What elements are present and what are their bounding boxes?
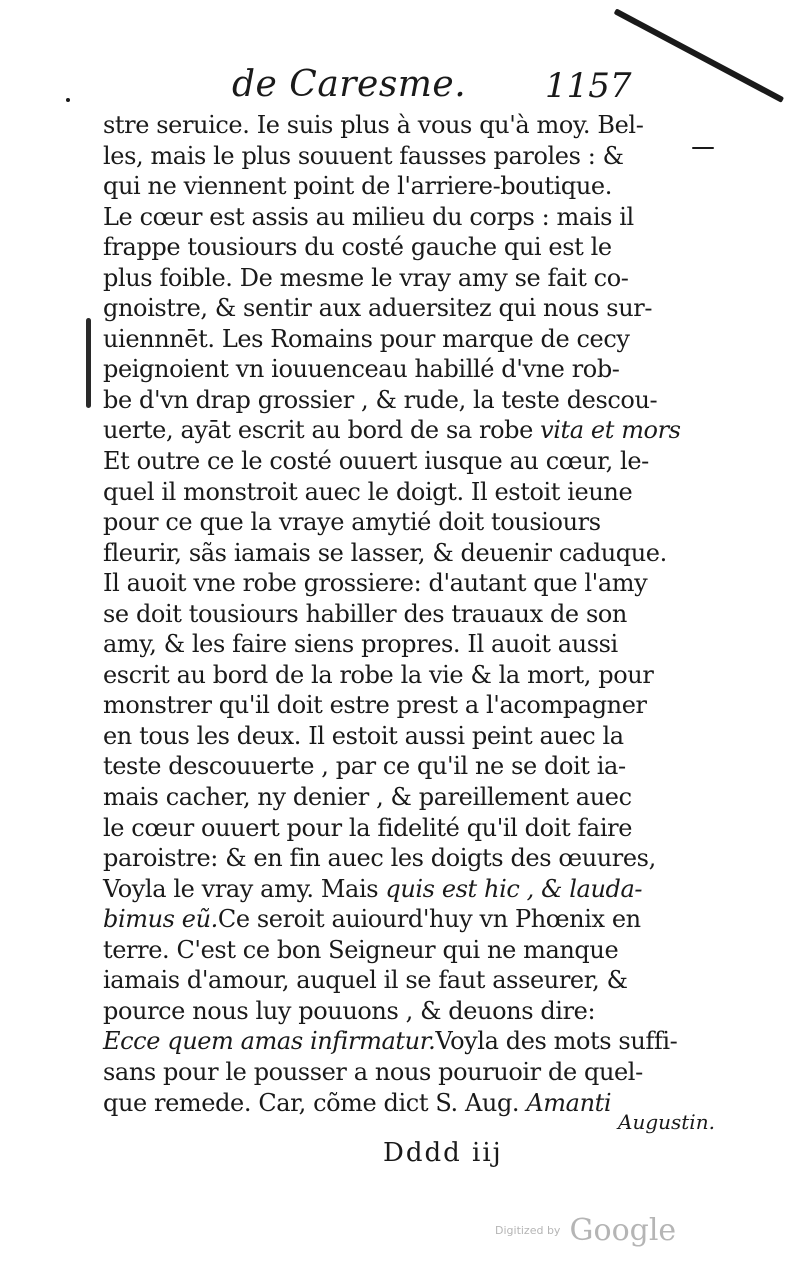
signature-mark: Dddd iij [383,1138,503,1168]
line-text: escrit au bord de la robe la vie & la mort, pour [103,660,654,689]
line-text: pource nous luy pouuons , & deuons dire: [103,996,596,1025]
line-text: plus foible. De mesme le vray amy se fait co- [103,263,629,292]
text-line [103,599,627,630]
line-text: uerte, ayāt escrit au bord de sa robe [103,416,541,445]
text-line [103,538,667,569]
line-text: monstrer qu'il doit estre prest a l'acompagner [103,691,647,720]
text-line [103,721,624,752]
text-line [103,874,643,905]
text-line [103,690,647,721]
text-line [103,415,681,446]
line-text: les, mais le plus souuent fausses paroles : & [103,141,624,170]
text-line [103,263,629,294]
line-text: gnoistre, & sentir aux aduersitez qui nous sur- [103,294,653,323]
line-text: Ce seroit auiourd'huy vn Phœnix en [217,905,641,934]
text-line [103,751,626,782]
text-line [103,1026,678,1057]
margin-note: Augustin. [618,1110,715,1134]
text-line [103,904,641,935]
latin-quotation: vita et mors [540,416,681,445]
latin-quotation: Amanti [526,1088,612,1117]
line-text: Le cœur est assis au milieu du corps : mais il [103,202,634,231]
text-line [103,568,648,599]
latin-quotation: quis est hic , & lauda- [385,874,643,903]
ink-speck [692,147,714,149]
line-text: peignoient vn iouuenceau habillé d'vne rob- [103,355,620,384]
line-text: stre seruice. Ie suis plus à vous qu'à moy. Bel- [103,111,644,139]
line-text: que remede. Car, cõme dict S. Aug. [103,1088,527,1117]
text-line [103,446,649,477]
text-line [103,935,619,966]
text-line [103,171,613,202]
margin-bracket-mark [86,318,91,408]
text-line [103,141,624,172]
text-line [103,843,656,874]
text-line [103,202,634,233]
line-text: uiennnēt. Les Romains pour marque de cecy [103,324,630,353]
text-line [103,1057,643,1088]
line-text: iamais d'amour, auquel il se faut asseurer, & [103,966,628,995]
line-text: paroistre: & en fin auec les doigts des œuures, [103,844,656,873]
latin-quotation: Ecce quem amas infirmatur. [103,1027,436,1056]
page-number: 1157 [545,66,632,106]
text-line [103,232,613,263]
line-text: se doit tousiours habiller des trauaux de son [103,599,627,628]
text-line [103,965,628,996]
line-text: qui ne viennent point de l'arriere-boutique. [103,172,612,201]
line-text: terre. C'est ce bon Seigneur qui ne manque [103,935,619,964]
line-text: amy, & les faire siens propres. Il auoit aussi [103,630,618,659]
line-text: fleurir, sãs iamais se lasser, & deuenir caduque. [103,538,667,567]
latin-quotation: bimus eũ. [103,905,218,934]
watermark-prefix: Digitized by [495,1224,561,1237]
text-line [103,507,613,538]
line-text: frappe tousiours du costé gauche qui est le [103,233,612,262]
line-text: mais cacher, ny denier , & pareillement auec [103,783,632,812]
body-text [103,110,681,1118]
text-line [103,996,613,1027]
line-text: quel il monstroit auec le doigt. Il estoit ieune [103,477,633,506]
digitized-watermark [495,1213,676,1248]
line-text: Il auoit vne robe grossiere: d'autant que l'amy [103,569,648,598]
line-text: en tous les deux. Il estoit aussi peint auec la [103,721,624,750]
line-text: sans pour le pousser a nous pouruoir de quel- [103,1057,643,1086]
ink-speck [66,98,70,102]
line-text: be d'vn drap grossier , & rude, la teste descou- [103,385,658,414]
line-text: Voyla le vray amy. Mais [103,874,386,903]
text-line [103,477,633,508]
line-text: Et outre ce le costé ouuert iusque au cœur, le- [103,447,649,476]
text-line [103,1088,613,1119]
text-line [103,629,618,660]
running-title: de Caresme. [232,64,467,105]
text-line [103,354,620,385]
text-line [103,813,632,844]
line-text: le cœur ouuert pour la fidelité qu'il doit faire [103,813,632,842]
text-line [103,660,654,691]
line-text: Voyla des mots suffi- [435,1027,678,1056]
line-text: teste descouuerte , par ce qu'il ne se doit ia- [103,752,626,781]
ink-smudge [614,8,785,102]
text-line [103,110,644,141]
text-line [103,385,658,416]
watermark-brand: Google [569,1213,677,1248]
line-text: pour ce que la vraye amytié doit tousiours [103,508,601,537]
text-line [103,324,630,355]
text-line [103,293,653,324]
text-line [103,782,632,813]
